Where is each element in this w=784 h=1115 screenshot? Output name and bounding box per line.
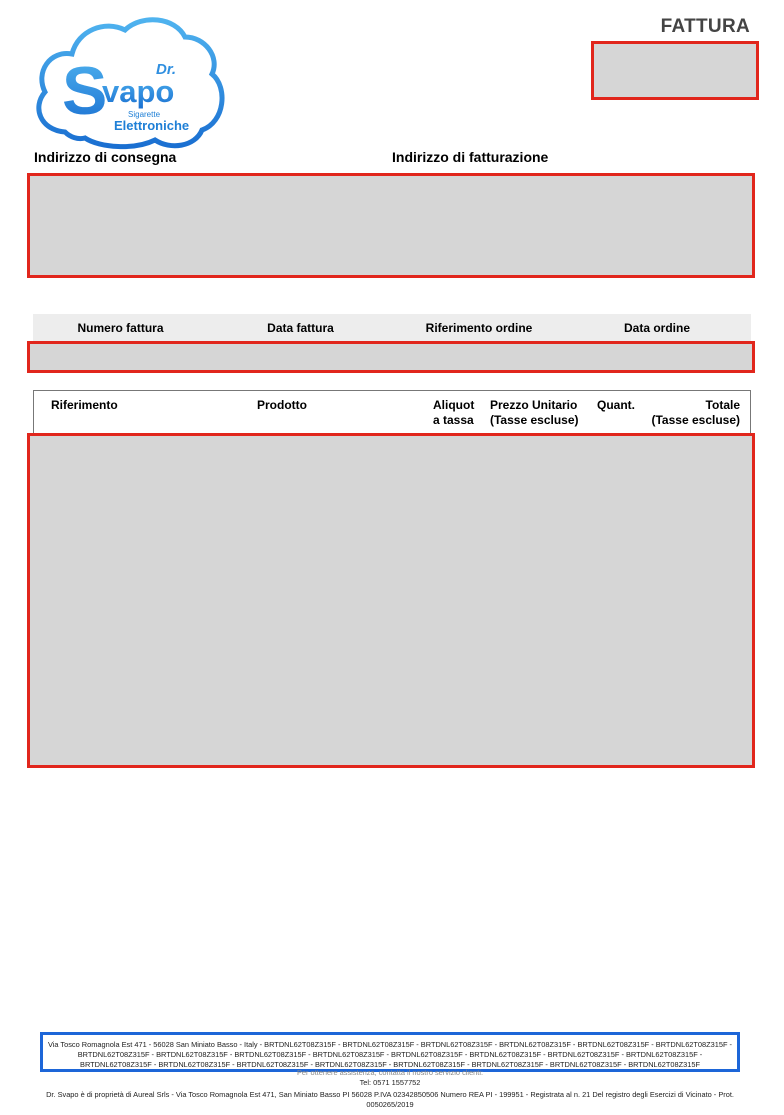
products-table-header bbox=[33, 390, 751, 433]
order-date-header: Data ordine bbox=[623, 321, 690, 335]
col-tax-rate bbox=[433, 398, 474, 428]
logo-tagline-1-visible: Sigarette bbox=[128, 110, 161, 119]
redacted-addresses bbox=[27, 173, 755, 278]
document-title: FATTURA bbox=[660, 16, 750, 37]
footer-telephone: Tel: 0571 1557752 bbox=[359, 1078, 421, 1087]
invoice-info-header bbox=[33, 314, 751, 341]
col-product: Prodotto bbox=[257, 398, 307, 412]
redacted-invoice-number bbox=[591, 41, 759, 100]
redacted-invoice-info-row bbox=[27, 341, 755, 373]
redacted-product-rows bbox=[27, 433, 755, 768]
col-total-line-2: (Tasse escluse) bbox=[651, 413, 740, 427]
col-total bbox=[652, 398, 741, 428]
col-total-line-1: Totale bbox=[705, 398, 740, 412]
footer-ownership: Dr. Svapo è di proprietà di Aureal Srls - Via Tosco Romagnola Est 471, San Miniato Basso PI 56028 P.IVA 02342850506 Numero REA PI - 199951 - Registrata al n. 21 Del registro degli Esercizi di Vicinato - Prot. 0050265/2019 bbox=[46, 1090, 734, 1109]
col-tax-line-1: Aliquot bbox=[433, 398, 475, 412]
logo-tagline-2: Elettroniche bbox=[114, 118, 190, 133]
footer-address-text: Via Tosco Romagnola Est 471 - 56028 San Miniato Basso - Italy - BRTDNL62T08Z315F - BRTDNL62T08Z315F - BRTDNL62T08Z315F - BRTDNL62T08Z315F - BRTDNL62T08Z315F - BRTDNL62T08Z315F - BRTDNL62T08Z315F - BRTDNL62T08Z315F - BRTDNL62T08Z315F - BRTDNL62T08Z315F - BRTDNL62T08Z315F - BRTDNL62T08Z315F - BRTDNL62T08Z315F - BRTDNL62T08Z315F - BRTDNL62T08Z315F - BRTDNL62T08Z315F - BRTDNL62T08Z315F - BRTDNL62T08Z315F - BRTDNL62T08Z315F - BRTDNL62T08Z315F - BRTDNL62T08Z315F - BRTDNL62T08Z315F bbox=[47, 1040, 733, 1069]
billing-address-heading: Indirizzo di fatturazione bbox=[392, 149, 549, 165]
order-reference-header: Riferimento ordine bbox=[425, 321, 533, 335]
col-unit-line-2: (Tasse escluse) bbox=[490, 413, 579, 427]
col-tax-line-2: a tassa bbox=[433, 413, 474, 427]
invoice-date-header: Data fattura bbox=[267, 321, 334, 335]
col-unit-line-1: Prezzo Unitario bbox=[490, 398, 578, 412]
dr-svapo-logo bbox=[30, 12, 230, 152]
footer-assistance: Per ottenere assistenza, contatta il nostro servizio clienti: bbox=[296, 1068, 484, 1077]
logo-s: S bbox=[62, 53, 108, 129]
delivery-address-heading: Indirizzo di consegna bbox=[34, 149, 177, 165]
invoice-number-header: Numero fattura bbox=[77, 321, 164, 335]
col-reference: Riferimento bbox=[51, 398, 118, 412]
logo-vapo: vapo bbox=[102, 74, 175, 109]
footer-address-box bbox=[40, 1032, 740, 1072]
col-quantity: Quant. bbox=[597, 398, 635, 412]
col-unit-price bbox=[490, 398, 579, 428]
logo-dr: Dr. bbox=[156, 61, 177, 78]
